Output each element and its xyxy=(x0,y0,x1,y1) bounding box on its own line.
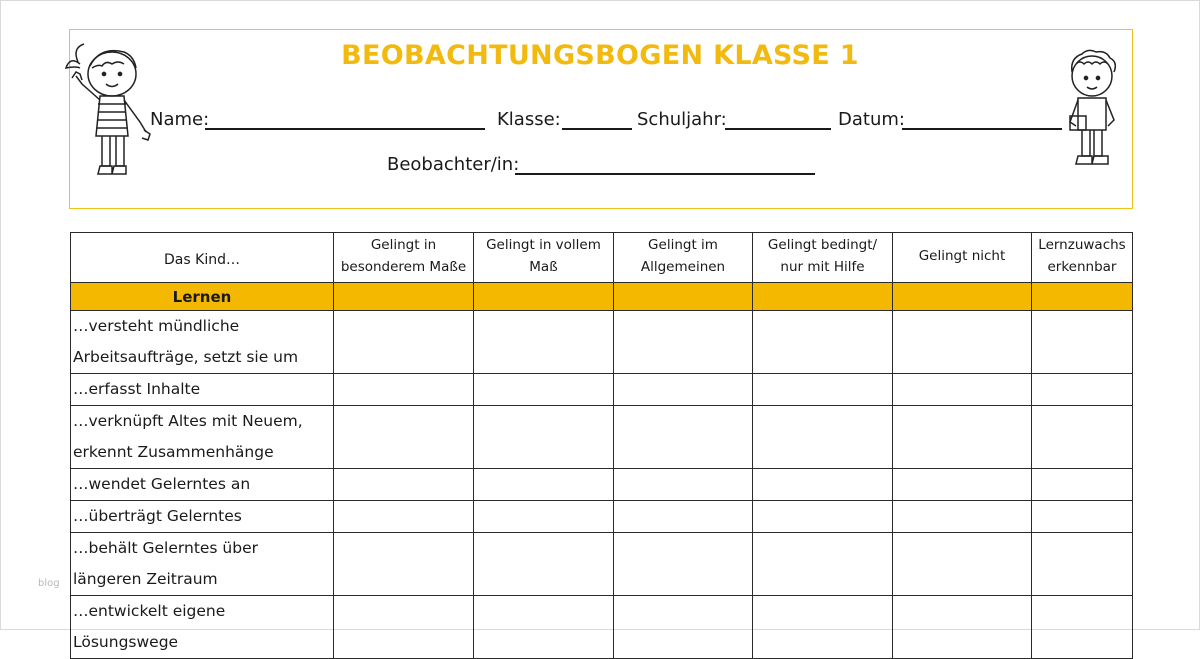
rating-cell[interactable] xyxy=(614,469,753,501)
rating-cell[interactable] xyxy=(893,533,1032,596)
rating-cell[interactable] xyxy=(614,501,753,533)
klasse-line[interactable] xyxy=(562,128,632,130)
column-header-lernzuwachs: Lernzuwachs erkennbar xyxy=(1032,233,1133,283)
rating-cell[interactable] xyxy=(334,406,474,469)
item-label: …überträgt Gelerntes xyxy=(71,501,334,533)
page-title: BEOBACHTUNGSBOGEN KLASSE 1 xyxy=(341,40,859,71)
table-row xyxy=(71,374,1133,406)
rating-cell[interactable] xyxy=(893,374,1032,406)
rating-cell[interactable] xyxy=(753,406,893,469)
column-header-besonderem-mass: Gelingt in besonderem Maße xyxy=(334,233,474,283)
rating-cell[interactable] xyxy=(753,501,893,533)
schuljahr-line[interactable] xyxy=(725,128,831,130)
item-label: …erfasst Inhalte xyxy=(71,374,334,406)
item-label: …wendet Gelerntes an xyxy=(71,469,334,501)
rating-cell[interactable] xyxy=(753,374,893,406)
rating-cell[interactable] xyxy=(334,533,474,596)
rating-cell[interactable] xyxy=(753,311,893,374)
rating-cell[interactable] xyxy=(334,469,474,501)
datum-label: Datum: xyxy=(838,109,905,130)
section-label: Lernen xyxy=(71,283,334,311)
watermark-text: blog xyxy=(38,578,60,589)
rating-cell[interactable] xyxy=(893,596,1032,659)
klasse-label: Klasse: xyxy=(497,109,561,130)
rating-cell[interactable] xyxy=(614,311,753,374)
girl-illustration xyxy=(64,42,160,182)
name-label: Name: xyxy=(150,109,210,130)
column-header-das-kind: Das Kind… xyxy=(71,233,334,283)
table-row xyxy=(71,406,1133,469)
rating-cell[interactable] xyxy=(614,596,753,659)
rating-cell[interactable] xyxy=(474,311,614,374)
observation-table xyxy=(70,232,1133,659)
rating-cell[interactable] xyxy=(334,374,474,406)
rating-cell[interactable] xyxy=(614,374,753,406)
rating-cell[interactable] xyxy=(1032,533,1133,596)
rating-cell[interactable] xyxy=(334,501,474,533)
name-line[interactable] xyxy=(205,128,485,130)
rating-cell[interactable] xyxy=(474,406,614,469)
beobachter-label: Beobachter/in: xyxy=(387,154,520,175)
table-row xyxy=(71,469,1133,501)
rating-cell[interactable] xyxy=(753,469,893,501)
rating-cell[interactable] xyxy=(614,406,753,469)
item-label: …verknüpft Altes mit Neuem, erkennt Zusammenhänge xyxy=(71,406,334,469)
rating-cell[interactable] xyxy=(334,596,474,659)
rating-cell[interactable] xyxy=(474,374,614,406)
boy-illustration xyxy=(1056,50,1128,172)
header-row xyxy=(71,233,1133,283)
rating-cell[interactable] xyxy=(474,533,614,596)
item-label: …behält Gelerntes über längeren Zeitraum xyxy=(71,533,334,596)
column-header-allgemeinen: Gelingt im Allgemeinen xyxy=(614,233,753,283)
rating-cell[interactable] xyxy=(1032,374,1133,406)
table-row xyxy=(71,311,1133,374)
table-row xyxy=(71,533,1133,596)
datum-line[interactable] xyxy=(902,128,1062,130)
rating-cell[interactable] xyxy=(1032,596,1133,659)
rating-cell[interactable] xyxy=(1032,311,1133,374)
rating-cell[interactable] xyxy=(1032,406,1133,469)
rating-cell[interactable] xyxy=(753,533,893,596)
beobachter-line[interactable] xyxy=(515,173,815,175)
rating-cell[interactable] xyxy=(614,533,753,596)
column-header-bedingt: Gelingt bedingt/ nur mit Hilfe xyxy=(753,233,893,283)
schuljahr-label: Schuljahr: xyxy=(637,109,727,130)
rating-cell[interactable] xyxy=(474,501,614,533)
rating-cell[interactable] xyxy=(474,469,614,501)
rating-cell[interactable] xyxy=(334,311,474,374)
table-row xyxy=(71,501,1133,533)
rating-cell[interactable] xyxy=(1032,469,1133,501)
rating-cell[interactable] xyxy=(893,406,1032,469)
rating-cell[interactable] xyxy=(1032,501,1133,533)
rating-cell[interactable] xyxy=(893,311,1032,374)
column-header-nicht: Gelingt nicht xyxy=(893,233,1032,283)
item-label: …versteht mündliche Arbeitsaufträge, setzt sie um xyxy=(71,311,334,374)
rating-cell[interactable] xyxy=(893,501,1032,533)
column-header-vollem-mass: Gelingt in vollem Maß xyxy=(474,233,614,283)
rating-cell[interactable] xyxy=(893,469,1032,501)
rating-cell[interactable] xyxy=(474,596,614,659)
rating-cell[interactable] xyxy=(753,596,893,659)
item-label: …entwickelt eigene Lösungswege xyxy=(71,596,334,659)
section-row-lernen xyxy=(71,283,1133,311)
table-row xyxy=(71,596,1133,659)
